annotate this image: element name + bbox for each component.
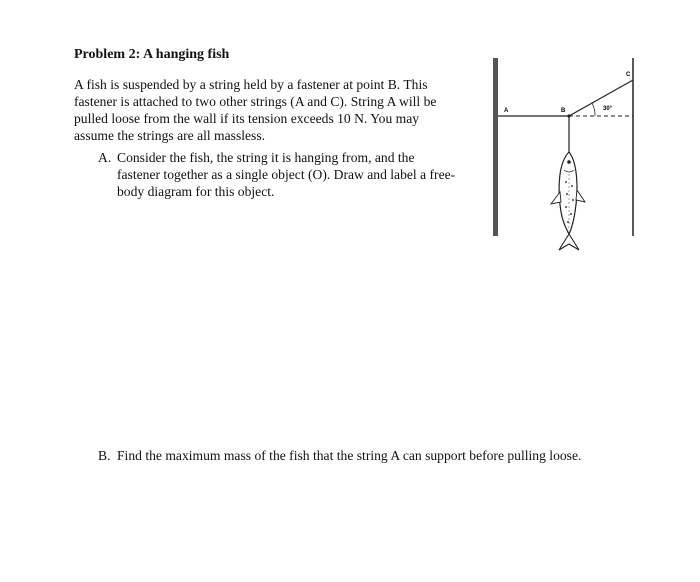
problem-intro: A fish is suspended by a string held by a fastener at point B. This fastener is attached to two other strings (A and C). String A will be pulled loose from the wall if its tension exceeds 10 N. You may assume the strings are all massless. bbox=[74, 77, 437, 143]
part-b bbox=[98, 447, 658, 464]
wall bbox=[493, 58, 498, 236]
fastener-b bbox=[567, 114, 570, 117]
label-b: B bbox=[561, 108, 566, 114]
fish-icon bbox=[551, 152, 585, 250]
hanging-fish-figure bbox=[487, 52, 657, 257]
part-b-label: B. bbox=[98, 448, 111, 463]
label-c: C bbox=[626, 72, 631, 78]
problem-title: Problem 2: A hanging fish bbox=[74, 47, 230, 62]
string-c bbox=[569, 80, 633, 116]
part-a-text: Consider the fish, the string it is hanging from, and the fastener together as a single object (O). Draw and label a free-body diagram for this object. bbox=[117, 150, 456, 199]
angle-label: 30° bbox=[603, 106, 613, 112]
part-b-text: Find the maximum mass of the fish that the string A can support before pulling loose. bbox=[117, 448, 582, 463]
part-a bbox=[98, 149, 458, 200]
label-a: A bbox=[504, 108, 509, 114]
angle-arc bbox=[592, 103, 595, 116]
part-a-label: A. bbox=[98, 150, 112, 165]
